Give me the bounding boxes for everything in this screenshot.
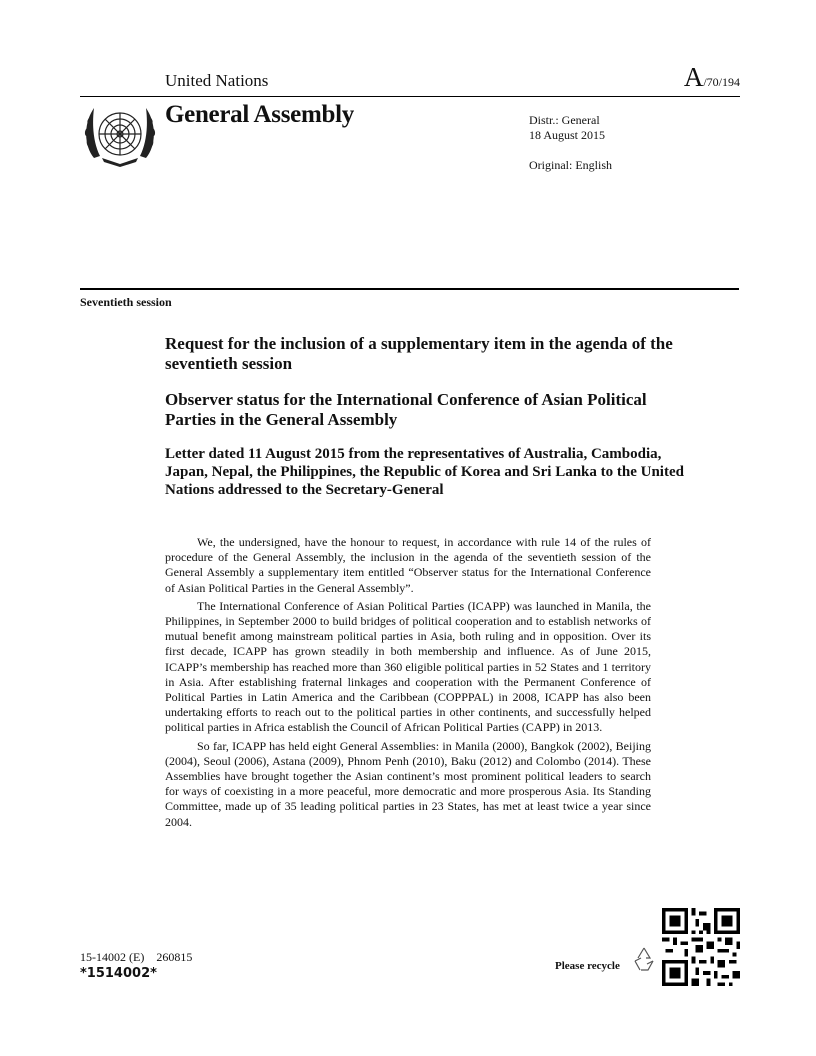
- document-job-number: [80, 950, 192, 965]
- letter-title: Letter dated 11 August 2015 from the representatives of Australia, Cambodia, Japan, Nepal, the Philippines, the Republic of Korea and Sri Lanka to the United Nations addressed to the Secretary-General: [165, 446, 684, 498]
- recycle-icon: [629, 944, 659, 974]
- distribution-block: [529, 113, 612, 173]
- request-title: Request for the inclusion of a supplementary item in the agenda of the seventieth session: [165, 334, 673, 373]
- session-label: Seventieth session: [80, 295, 172, 309]
- header-rule: [80, 96, 740, 97]
- distribution: Distr.: General: [529, 113, 600, 127]
- doc-number: 15-14002 (E): [80, 950, 145, 964]
- original-language: Original: English: [529, 158, 612, 172]
- qr-code-icon: [662, 908, 740, 986]
- symbol-number: /70/194: [703, 75, 740, 89]
- job-date: 260815: [156, 950, 193, 964]
- document-symbol: [684, 62, 740, 93]
- symbol-letter: A: [683, 62, 704, 92]
- letter-body: [165, 535, 651, 833]
- paragraph: So far, ICAPP has held eight General Assemblies: in Manila (2000), Bangkok (2002), Beijing (2004), Seoul (2006), Astana (2009), Phnom Penh (2010), Baku (2012) and Colombo (2014). These Assemblies have brought together the Asian continent’s most prominent political leaders to search for ways of coexisting in a more peaceful, more democratic and more prosperous Asia. Its Standing Committee, made up of 35 leading political parties in 23 States, has met at least twice a year since 2004.: [165, 738, 651, 829]
- please-recycle-label: Please recycle: [555, 960, 620, 972]
- document-date: 18 August 2015: [529, 128, 606, 142]
- barcode-text: *1514002*: [80, 966, 157, 981]
- session-rule: [80, 288, 739, 290]
- organ-title: General Assembly: [165, 101, 354, 128]
- organization-name: United Nations: [165, 71, 269, 90]
- un-emblem-icon: [80, 100, 160, 172]
- paragraph: We, the undersigned, have the honour to request, in accordance with rule 14 of the rules of procedure of the General Assembly, the inclusion in the agenda of the seventieth session of the General Assembly a supplementary item entitled “Observer status for the International Conference of Asian Political Parties in the General Assembly”.: [165, 535, 651, 595]
- paragraph: The International Conference of Asian Political Parties (ICAPP) was launched in Manila, the Philippines, in September 2000 to build bridges of political cooperation and to establish networks of mutual benefit among mainstream political parties in Asia, both ruling and in opposition. Over its first decade, ICAPP has grown steadily in both membership and influence. As of June 2015, ICAPP’s membership has reached more than 360 eligible political parties in 52 States and 1 territory in Asia. After establishing fraternal linkages and cooperation with the Permanent Conference of Political Parties in Latin America and the Caribbean (COPPPAL) in 2008, ICAPP has also been undertaking efforts to reach out to the political parties in other continents, and successfully helped political parties in Africa establish the Council of African Political Parties (CAPP) in 2013.: [165, 598, 651, 735]
- item-title: Observer status for the International Conference of Asian Political Parties in the General Assembly: [165, 390, 647, 429]
